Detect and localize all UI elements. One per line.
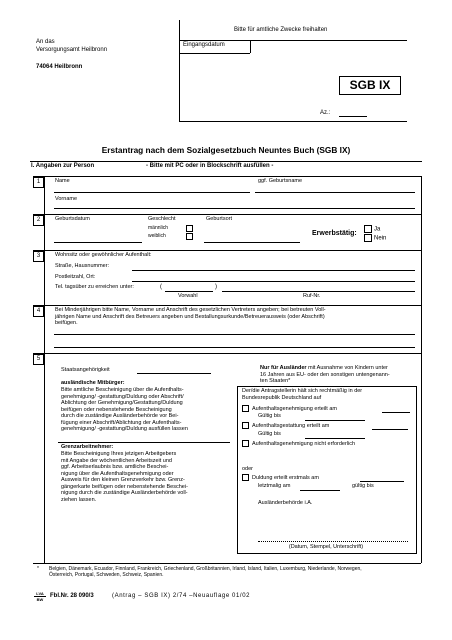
zip-label: Postleitzahl, Ort: [55, 274, 96, 280]
lva-logo-top: LVA [34, 591, 46, 597]
foreigners-intro-text: mit Ausnahme von Kindern unter 16 Jahren aus EU- oder den sonstigen untengenann- ten Staaten* [260, 365, 390, 384]
dob-field[interactable] [54, 242, 142, 243]
opt2-residence-permission[interactable] [242, 422, 329, 429]
or-label: oder [242, 466, 254, 472]
opt3-checkbox[interactable] [242, 440, 249, 447]
dob-label: Geburtsdatum [55, 216, 90, 222]
file-ref-label: Az.: [320, 110, 331, 116]
male-label: männlich [148, 225, 169, 231]
official-area-left-border [179, 20, 180, 121]
cert-intro: Der/die Antragstellerin hält sich rechtmäßig in der Bundesrepublik Deutschland auf [242, 388, 363, 401]
gender-label: Geschlecht [148, 216, 176, 222]
opt2-valid-field[interactable] [305, 438, 365, 439]
row-1-top-border [33, 176, 421, 177]
row-5-top-border [33, 353, 421, 354]
employed-label: Erwerbstätig: [312, 230, 357, 237]
street-field[interactable] [132, 270, 415, 271]
employed-yes-checkbox[interactable] [364, 225, 372, 233]
section-1-instruction: - Bitte mit PC oder in Blockschrift ausfüllen - [146, 163, 274, 169]
foreigners-intro [260, 365, 418, 385]
opt4-valid-label: gültig bis [352, 483, 374, 489]
opt4-toleration[interactable] [242, 474, 319, 481]
official-use-note: Bitte für amtliche Zwecke freihalten [234, 27, 328, 33]
opt4-label: Duldung erteilt erstmals am [252, 474, 319, 481]
phone-number-label: Ruf-Nr. [303, 293, 321, 299]
section-1-heading: I. Angaben zur Person [31, 163, 95, 169]
official-area-divider [179, 40, 407, 41]
phone-number-field[interactable] [222, 291, 415, 292]
employed-no-option[interactable] [364, 234, 386, 243]
recipient-city: 74064 Heilbronn [36, 64, 83, 70]
receipt-date-bottom-border [179, 53, 250, 54]
representative-field-2[interactable] [54, 347, 415, 348]
representative-instructions: Bei Minderjährigen bitte Name, Vorname und Anschrift des gesetzlichen Vertreters angeben; bei betreuten Voll- jährigen Name und Anschrift des Betreuers angeben und Bestallungsurkunde/Betreuerausweis (oder Abschrift) beifügen. [55, 307, 326, 326]
form-left-border [44, 176, 45, 563]
birthname-label: ggf. Geburtsname [258, 178, 303, 184]
opt1-date-field[interactable] [382, 412, 410, 413]
opt1-checkbox[interactable] [242, 405, 249, 412]
street-label: Straße, Hausnummer: [55, 263, 110, 269]
row-4-top-border [33, 305, 421, 306]
female-label: weiblich [148, 233, 166, 239]
opt2-valid-label: Gültig bis [258, 431, 281, 437]
gender-male-option[interactable] [148, 225, 194, 231]
receipt-date-right-border [250, 40, 251, 53]
header-bottom-border [179, 121, 407, 122]
opt4-last-label: letztmalig am [258, 483, 291, 489]
title-rule [30, 161, 422, 162]
employed-no-checkbox[interactable] [364, 234, 372, 242]
nationality-field[interactable] [137, 373, 211, 374]
footnote-countries: Belgien, Dänemark, Ecuador, Finnland, Frankreich, Griechenland, Großbritannien, Irland, Island, Italien, Luxemburg, Niederlande, Norwegen, Österreich, Portugal, Schweden, Schweiz, Spanien. [49, 566, 362, 578]
phone-close-paren: ) [215, 284, 217, 290]
no-label: Nein [374, 235, 387, 242]
opt4-checkbox[interactable] [242, 474, 249, 481]
form-number: Fbl.Nr. 28 090/3 [50, 593, 94, 599]
file-ref-line [339, 116, 367, 117]
firstname-field[interactable] [54, 208, 415, 209]
footnote-star: * [37, 566, 39, 572]
opt4-first-date-field[interactable] [360, 481, 404, 482]
opt2-label: Aufenthaltsgestattung erteilt am [252, 422, 330, 429]
opt3-not-required[interactable] [242, 440, 355, 447]
form-right-border [421, 176, 422, 563]
representative-field-1[interactable] [54, 334, 415, 335]
row-3-number: 3 [33, 251, 44, 262]
opt1-valid-label: Gültig bis [258, 413, 281, 419]
name-field[interactable] [54, 192, 250, 193]
row-1-number: 1 [33, 177, 44, 188]
form-bottom-border [33, 563, 421, 564]
opt3-label: Aufenthaltsgenehmigung nicht erforderlich [252, 440, 356, 447]
lva-logo [34, 591, 46, 602]
female-checkbox[interactable] [186, 233, 193, 240]
zip-field[interactable] [132, 281, 415, 282]
yes-label: Ja [374, 226, 381, 233]
commuters-text: Bitte Bescheinigung Ihres jetzigen Arbeitgebers mit Angabe der wöchentlichen Arbeitszeit und ggf. Arbeitserlaubnis bzw. amtliche Beschei- nigung über die Aufenthaltsgenehmigung oder Ausweis für den kleinen Grenzverkehr bzw. Grenz- gängerkarte beifügen oder nebenstehende Beschei- nigung durch die zuständige Ausländerbehörde voll- ziehen lassen. [61, 451, 188, 503]
birthplace-field[interactable] [204, 242, 300, 243]
sgb-badge: SGB IX [339, 76, 401, 95]
opt1-label: Aufenthaltsgenehmigung erteilt am [252, 405, 337, 412]
phone-open-paren: ( [160, 284, 162, 290]
phone-label: Tel. tagsüber zu erreichen unter: [55, 284, 134, 290]
area-code-label: Vorwahl [178, 293, 198, 299]
opt1-valid-field[interactable] [305, 420, 365, 421]
row-3-top-border [33, 250, 421, 251]
birthplace-label: Geburtsort [206, 216, 232, 222]
row-2-number: 2 [33, 215, 44, 226]
opt4-last-date-field[interactable] [300, 490, 340, 491]
recipient-line-1: An das [36, 39, 55, 45]
firstname-label: Vorname [55, 196, 78, 202]
authority-signature-line[interactable] [258, 541, 408, 542]
form-code: (Antrag – SGB IX) 2/74 –Neuauflage 01/02 [112, 593, 251, 599]
lva-logo-bottom: BW [36, 597, 44, 602]
residence-label: Wohnsitz oder gewöhnlicher Aufenthalt: [55, 252, 152, 258]
nationality-label: Staatsangehörigkeit [61, 367, 110, 373]
recipient-line-2: Versorgungsamt Heilbronn [36, 47, 108, 53]
row-5-number: 5 [33, 354, 44, 365]
employed-yes-option[interactable] [364, 225, 380, 234]
gender-female-option[interactable] [148, 233, 194, 239]
left-col-divider [58, 442, 230, 443]
row-4-number: 4 [33, 306, 44, 317]
form-title: Erstantrag nach dem Sozialgesetzbuch Neuntes Buch (SGB IX) [101, 145, 351, 155]
foreigners-intro-bold: Nur für Ausländer [260, 365, 307, 371]
name-label: Name [55, 178, 70, 184]
area-code-field[interactable] [165, 291, 213, 292]
opt2-checkbox[interactable] [242, 422, 249, 429]
receipt-date-label: Eingangsdatum [183, 42, 225, 48]
male-checkbox[interactable] [186, 225, 193, 232]
foreign-members-heading: ausländische Mitbürger: [61, 380, 125, 386]
row-2-top-border [33, 214, 421, 215]
opt1-residence-permit[interactable] [242, 405, 337, 412]
opt2-date-field[interactable] [372, 429, 408, 430]
birthname-field[interactable] [255, 192, 415, 193]
stamp-label: (Datum, Stempel, Unterschrift) [288, 544, 364, 550]
foreign-members-text: Bitte amtliche Bescheinigung über die Aufenthalts- genehmigung/ -gestattung/Duldung oder Abschrift/ Ablichtung der Genehmigung/Gestattung/Duldung beifügen oder nebenstehende Bescheinigung durch die zuständige Ausländerbehörde vor Bei- fügung einer Abschrift/Ablichtung der Aufenthalts- genehmigung/ -gestattung/Duldung ausfüllen lassen [61, 387, 188, 432]
authority-label: Ausländerbehörde i.A. [258, 500, 313, 506]
commuters-heading: Grenzarbeitnehmer: [61, 444, 114, 450]
